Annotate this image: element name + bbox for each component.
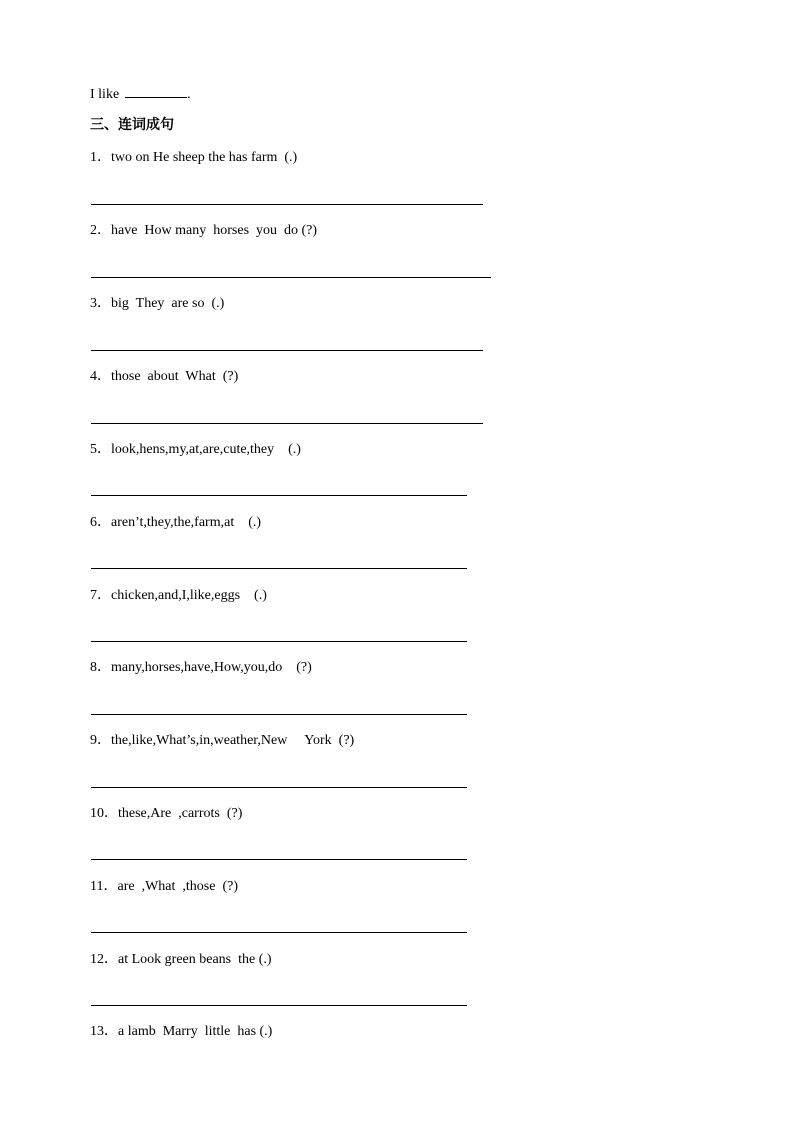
question-13: 13．a lamb Marry little has (.) bbox=[90, 1024, 273, 1039]
answer-line-8[interactable] bbox=[91, 714, 467, 715]
answer-line-9[interactable] bbox=[91, 787, 467, 788]
answer-line-12[interactable] bbox=[91, 1005, 467, 1006]
question-3: 3．big They are so (.) bbox=[90, 296, 225, 311]
question-2: 2．have How many horses you do (?) bbox=[90, 223, 318, 238]
question-8: 8．many,horses,have,How,you,do (?) bbox=[90, 660, 312, 675]
question-5: 5．look,hens,my,at,are,cute,they (.) bbox=[90, 442, 301, 457]
question-6: 6．aren’t,they,the,farm,at (.) bbox=[90, 515, 262, 530]
intro-prefix: I like bbox=[90, 87, 120, 102]
intro-suffix: . bbox=[187, 87, 191, 102]
answer-line-10[interactable] bbox=[91, 859, 467, 860]
answer-line-2[interactable] bbox=[91, 277, 491, 278]
question-12: 12．at Look green beans the (.) bbox=[90, 952, 272, 967]
answer-line-11[interactable] bbox=[91, 932, 467, 933]
answer-line-7[interactable] bbox=[91, 641, 467, 642]
question-9: 9．the,like,What’s,in,weather,New York (?) bbox=[90, 733, 355, 748]
question-11: 11．are ,What ,those (?) bbox=[90, 879, 238, 894]
answer-line-3[interactable] bbox=[91, 350, 483, 351]
question-7: 7．chicken,and,I,like,eggs (.) bbox=[90, 588, 267, 603]
intro-sentence bbox=[90, 84, 191, 104]
answer-line-4[interactable] bbox=[91, 423, 483, 424]
fill-in-blank[interactable] bbox=[125, 84, 187, 98]
answer-line-5[interactable] bbox=[91, 495, 467, 496]
question-10: 10．these,Are ,carrots (?) bbox=[90, 806, 243, 821]
question-1: 1．two on He sheep the has farm (.) bbox=[90, 150, 298, 165]
answer-line-6[interactable] bbox=[91, 568, 467, 569]
section-heading: 三、连词成句 bbox=[90, 117, 174, 133]
answer-line-1[interactable] bbox=[91, 204, 483, 205]
question-4: 4．those about What (?) bbox=[90, 369, 239, 384]
